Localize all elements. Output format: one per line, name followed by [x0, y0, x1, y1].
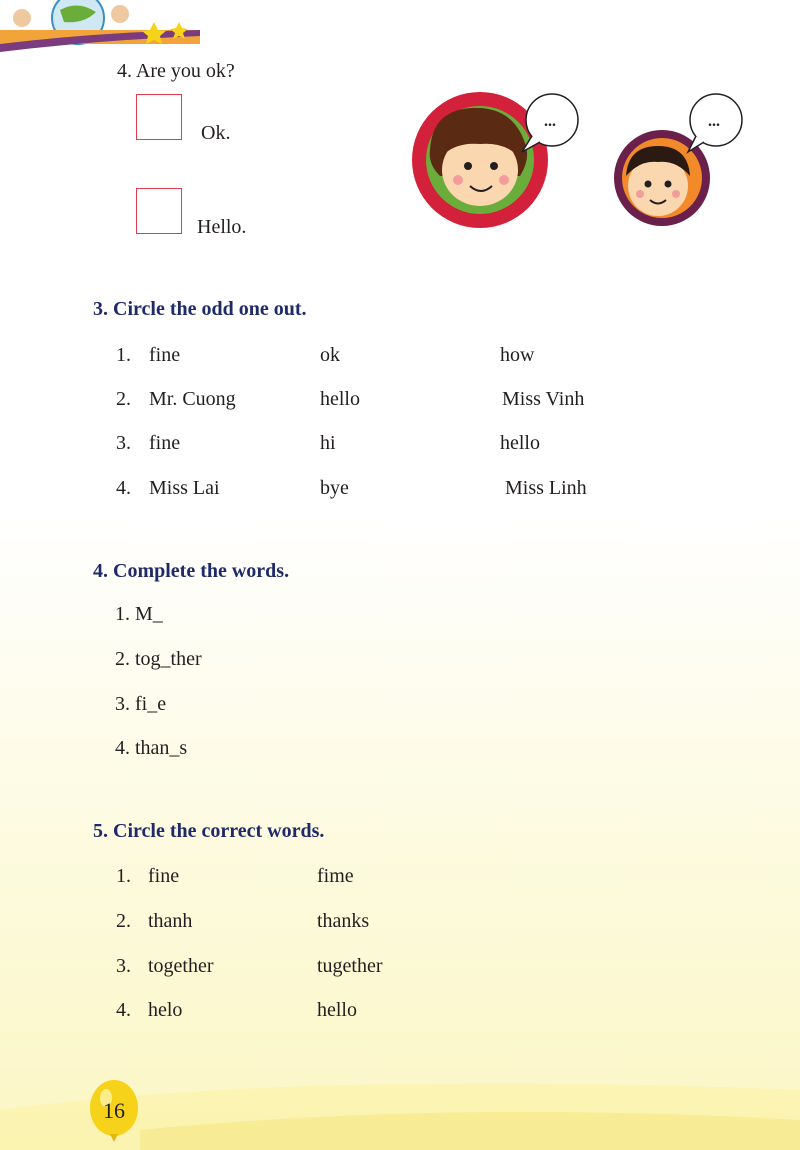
exercise-3-row-number: 2.: [116, 388, 131, 410]
exercise-4-item: 4. than_s: [115, 737, 188, 759]
exercise-3-word[interactable]: Miss Vinh: [502, 388, 585, 410]
faces-illustration: [410, 90, 760, 230]
exercise-4-item: 3. fi_e: [115, 693, 167, 715]
exercise-3-title: 3. Circle the odd one out.: [93, 298, 307, 320]
exercise-5-word[interactable]: thanh: [148, 910, 193, 932]
exercise-4-item: 2. tog_ther: [115, 648, 202, 670]
speech-bubble-text: ...: [544, 113, 556, 130]
exercise-5-word[interactable]: helo: [148, 999, 183, 1021]
exercise-3-row-number: 4.: [116, 477, 131, 499]
exercise-3-row-number: 3.: [116, 432, 131, 454]
exercise-3-word[interactable]: hi: [320, 432, 336, 454]
exercise-3-word[interactable]: fine: [149, 432, 181, 454]
exercise-3-word[interactable]: Miss Linh: [505, 477, 587, 499]
exercise-3-word[interactable]: Miss Lai: [149, 477, 220, 499]
exercise-3-word[interactable]: ok: [320, 344, 340, 366]
exercise-4-item: 1. M_: [115, 603, 163, 625]
exercise-5-row-number: 3.: [116, 955, 131, 977]
exercise-5-word[interactable]: together: [148, 955, 214, 977]
page-number: 16: [103, 1098, 125, 1123]
answer-checkbox-ok[interactable]: [136, 94, 182, 140]
exercise-3-row-number: 1.: [116, 344, 131, 366]
exercise-3-word[interactable]: bye: [320, 477, 349, 499]
question-4: 4. Are you ok?: [117, 60, 235, 82]
exercise-5-row-number: 1.: [116, 865, 131, 887]
exercise-5-word[interactable]: fime: [317, 865, 354, 887]
exercise-5-word[interactable]: tugether: [317, 955, 383, 977]
exercise-5-word[interactable]: hello: [317, 999, 357, 1021]
exercise-5-word[interactable]: fine: [148, 865, 180, 887]
answer-label-hello: Hello.: [197, 216, 247, 238]
exercise-3-word[interactable]: hello: [500, 432, 540, 454]
exercise-5-title: 5. Circle the correct words.: [93, 820, 325, 842]
exercise-3-word[interactable]: how: [500, 344, 535, 366]
exercise-3-word[interactable]: fine: [149, 344, 181, 366]
exercise-5-word[interactable]: thanks: [317, 910, 370, 932]
answer-label-ok: Ok.: [201, 122, 231, 144]
exercise-5-row-number: 4.: [116, 999, 131, 1021]
speech-bubble-text: ...: [708, 113, 720, 130]
exercise-5-row-number: 2.: [116, 910, 131, 932]
answer-checkbox-hello[interactable]: [136, 188, 182, 234]
exercise-3-word[interactable]: Mr. Cuong: [149, 388, 236, 410]
corner-illustration: [0, 0, 200, 52]
exercise-4-title: 4. Complete the words.: [93, 560, 290, 582]
exercise-3-word[interactable]: hello: [320, 388, 360, 410]
